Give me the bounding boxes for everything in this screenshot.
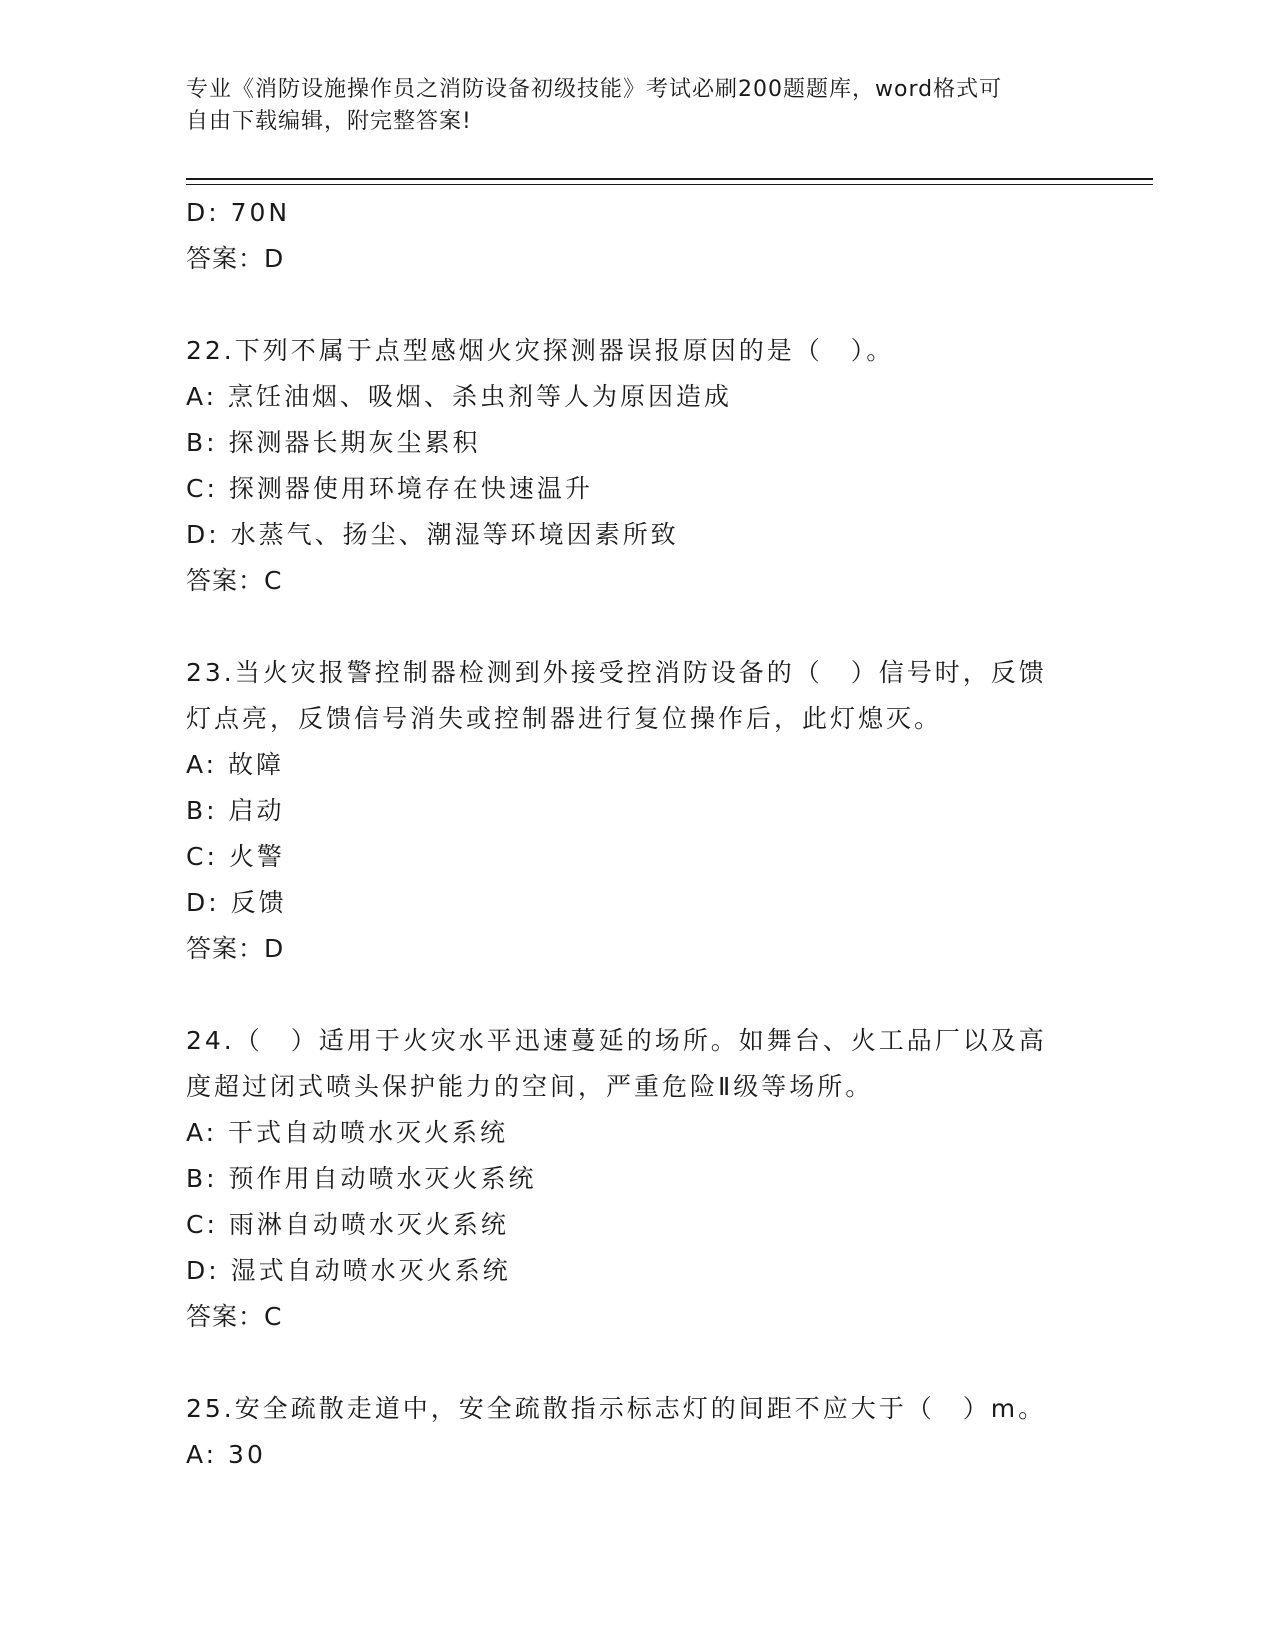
option-d: D: 反馈 <box>186 888 287 917</box>
option-d: D: 70N <box>186 198 291 227</box>
spacer <box>186 1340 1086 1386</box>
spacer <box>186 604 1086 650</box>
option-c: C: 火警 <box>186 842 285 871</box>
question-stem-line-2: 度超过闭式喷头保护能力的空间，严重危险Ⅱ级等场所。 <box>186 1072 874 1101</box>
spacer <box>186 972 1086 1018</box>
question-21-tail <box>186 190 1086 282</box>
option-a: A: 干式自动喷水灭火系统 <box>186 1118 509 1147</box>
header-divider-thin <box>186 184 1153 185</box>
question-25 <box>186 1386 1086 1478</box>
question-23 <box>186 650 1086 972</box>
question-stem: 22.下列不属于点型感烟火灾探测器误报原因的是（ ）。 <box>186 336 895 365</box>
option-b: B: 预作用自动喷水灭火系统 <box>186 1164 537 1193</box>
answer: 答案：D <box>186 934 285 963</box>
spacer <box>186 282 1086 328</box>
option-c: C: 雨淋自动喷水灭火系统 <box>186 1210 509 1239</box>
option-d: D: 水蒸气、扬尘、潮湿等环境因素所致 <box>186 520 679 549</box>
option-b: B: 探测器长期灰尘累积 <box>186 428 481 457</box>
question-22 <box>186 328 1086 604</box>
question-stem-line-1: 24.（ ）适用于火灾水平迅速蔓延的场所。如舞台、火工品厂以及高 <box>186 1026 1047 1055</box>
option-a: A: 30 <box>186 1440 266 1469</box>
header-title-line-1: 专业《消防设施操作员之消防设备初级技能》考试必刷200题题库，word格式可 <box>186 77 1003 102</box>
answer: 答案：D <box>186 244 285 273</box>
question-list <box>186 190 1086 1478</box>
header-divider-thick <box>186 178 1153 180</box>
header-title-line-2: 自由下载编辑，附完整答案! <box>186 109 472 134</box>
document-header <box>186 74 1086 138</box>
question-stem-line-1: 23.当火灾报警控制器检测到外接受控消防设备的（ ）信号时，反馈 <box>186 658 1047 687</box>
answer: 答案：C <box>186 566 283 595</box>
option-d: D: 湿式自动喷水灭火系统 <box>186 1256 511 1285</box>
option-c: C: 探测器使用环境存在快速温升 <box>186 474 593 503</box>
question-stem: 25.安全疏散走道中，安全疏散指示标志灯的间距不应大于（ ）m。 <box>186 1394 1047 1423</box>
option-b: B: 启动 <box>186 796 285 825</box>
option-a: A: 故障 <box>186 750 285 779</box>
question-stem-line-2: 灯点亮，反馈信号消失或控制器进行复位操作后，此灯熄灭。 <box>186 704 943 733</box>
option-a: A: 烹饪油烟、吸烟、杀虫剂等人为原因造成 <box>186 382 733 411</box>
answer: 答案：C <box>186 1302 283 1331</box>
question-24 <box>186 1018 1086 1340</box>
